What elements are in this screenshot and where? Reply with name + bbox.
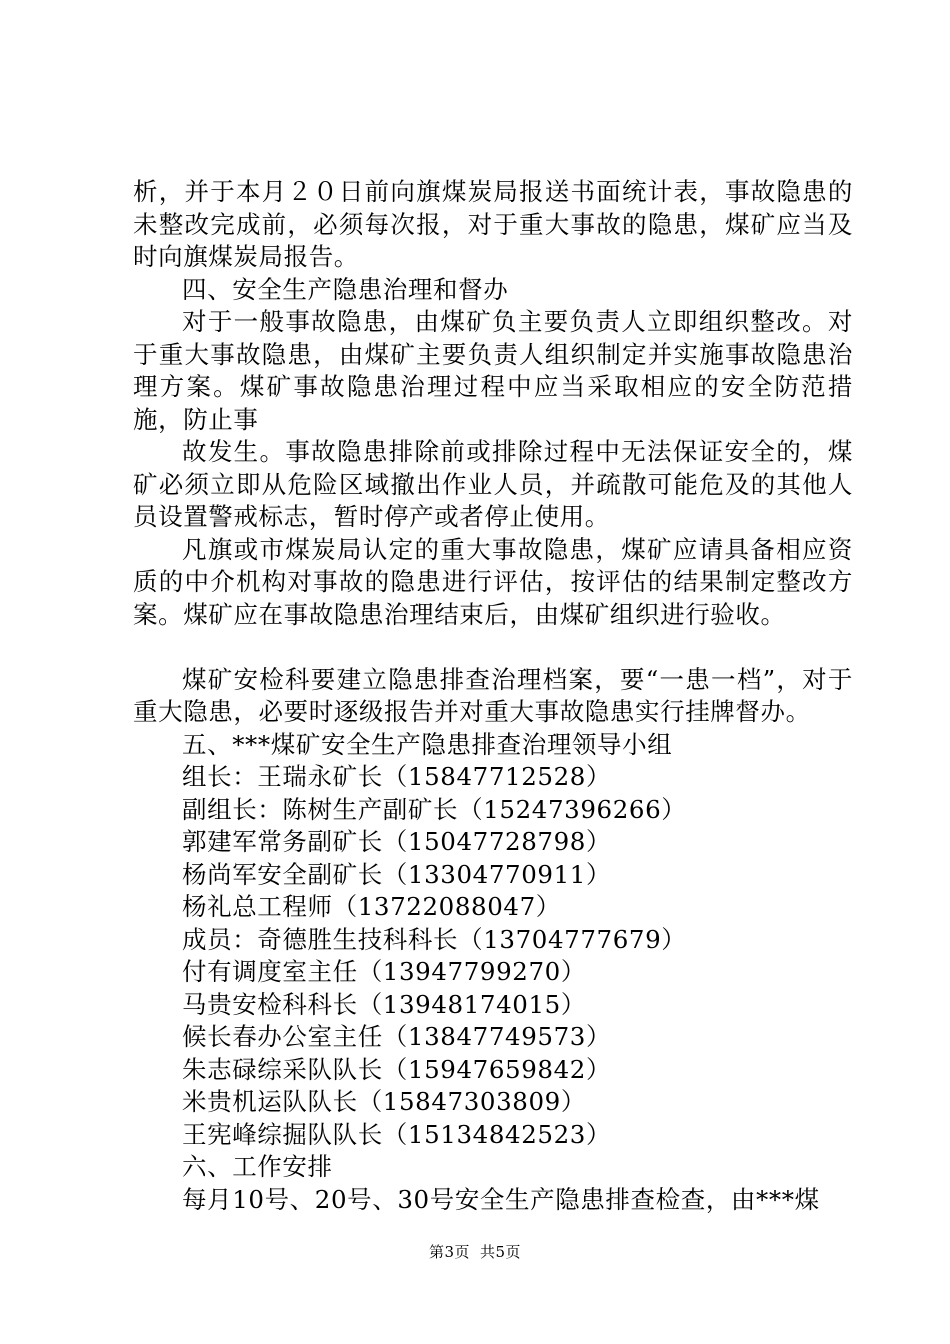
- paragraph: 五、***煤矿安全生产隐患排查治理领导小组: [182, 729, 673, 759]
- paragraph: 米贵机运队队长（15847303809）: [182, 1087, 586, 1116]
- paragraph: 煤矿安检科要建立隐患排查治理档案，要“一患一档”，对于重大隐患，必要时逐级报告并对重大事故隐患实行挂牌督办。: [133, 664, 853, 726]
- paragraph: 候长春办公室主任（13847749573）: [182, 1022, 612, 1051]
- paragraph: 故发生。事故隐患排除前或排除过程中无法保证安全的，煤矿必须立即从危险区域撤出作业人员，并疏散可能危及的其他人员设置警戒标志，暂时停产或者停止使用。: [133, 437, 853, 531]
- paragraph: 每月10号、20号、30号安全生产隐患排查检查，由***煤: [182, 1184, 820, 1214]
- page-footer: [0, 1241, 950, 1262]
- paragraph: 凡旗或市煤炭局认定的重大事故隐患，煤矿应请具备相应资质的中介机构对事故的隐患进行评估，按评估的结果制定整改方案。煤矿应在事故隐患治理结束后，由煤矿组织进行验收。: [133, 534, 853, 629]
- paragraph: 朱志碌综采队队长（15947659842）: [182, 1054, 612, 1084]
- paragraph: 四、安全生产隐患治理和督办: [182, 274, 509, 304]
- paragraph: 副组长：陈树生产副矿长（15247396266）: [182, 794, 687, 824]
- paragraph: 王宪峰综掘队队长（15134842523）: [182, 1119, 612, 1149]
- paragraph: 杨礼总工程师（13722088047）: [182, 892, 561, 921]
- paragraph: 杨尚军安全副矿长（13304770911）: [182, 859, 612, 889]
- paragraph: 郭建军常务副矿长（15047728798）: [182, 827, 612, 856]
- document-body: [133, 176, 853, 1216]
- paragraph: 付有调度室主任（13947799270）: [182, 957, 586, 986]
- paragraph: 组长：王瑞永矿长（15847712528）: [182, 762, 612, 791]
- paragraph: 析，并于本月２０日前向旗煤炭局报送书面统计表，事故隐患的未整改完成前，必须每次报，对于重大事故的隐患，煤矿应当及时向旗煤炭局报告。: [133, 177, 853, 271]
- paragraph-gap: [133, 631, 853, 664]
- paragraph: 马贵安检科科长（13948174015）: [182, 989, 586, 1019]
- paragraph: 成员：奇德胜生技科科长（13704777679）: [182, 924, 687, 954]
- paragraph: 六、工作安排: [182, 1152, 333, 1181]
- page-total: 共5页: [480, 1243, 522, 1261]
- page-number: 第3页: [428, 1243, 470, 1261]
- paragraph: 对于一般事故隐患，由煤矿负主要负责人立即组织整改。对于重大事故隐患，由煤矿主要负责人组织制定并实施事故隐患治理方案。煤矿事故隐患治理过程中应当采取相应的安全防范措施，防止事: [133, 307, 853, 434]
